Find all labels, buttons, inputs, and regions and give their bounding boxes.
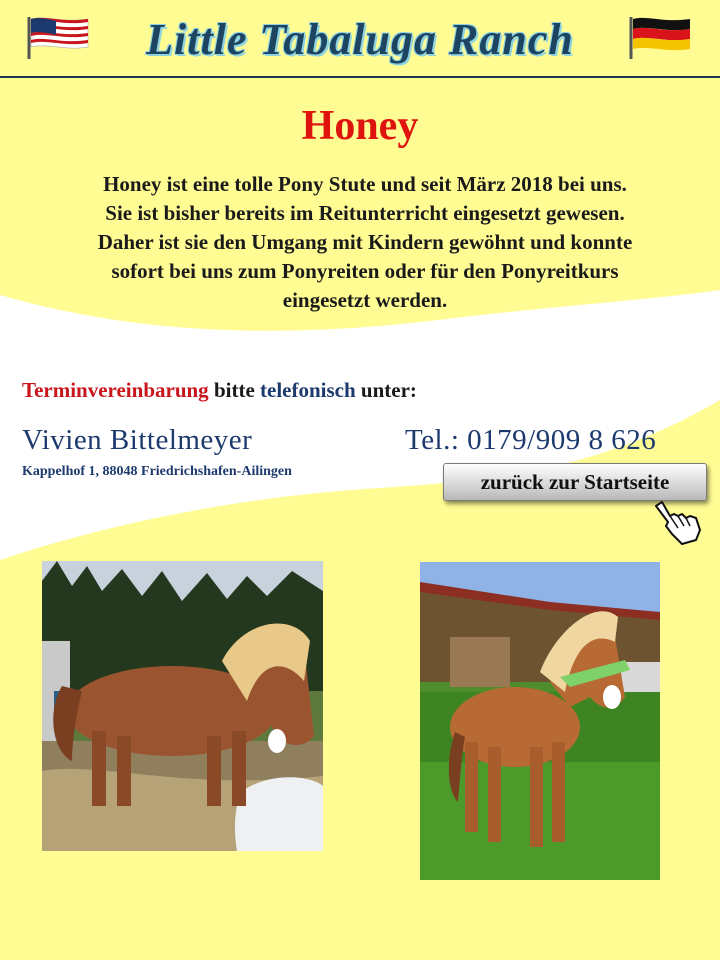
pony-photo-meadow <box>420 562 660 880</box>
contact-address: Kappelhof 1, 88048 Friedrichshafen-Ailingen <box>22 464 292 479</box>
site-header <box>0 0 720 80</box>
back-to-home-button[interactable]: zurück zur Startseite <box>443 463 707 501</box>
description-line: Sie ist bisher bereits im Reitunterricht eingesetzt gewesen. <box>105 201 625 225</box>
page-title: Honey <box>301 103 419 149</box>
description-line: Daher ist sie den Umgang mit Kindern gewöhnt und konnte <box>97 230 633 254</box>
germany-flag-icon[interactable] <box>628 15 692 59</box>
appointment-note <box>22 378 417 403</box>
us-flag-icon[interactable] <box>26 15 90 59</box>
appointment-text: bitte <box>208 378 261 402</box>
description-line: sofort bei uns zum Ponyreiten oder für den Ponyreitkurs <box>111 259 619 283</box>
header-divider <box>0 76 720 78</box>
contact-phone[interactable]: Tel.: 0179/909 8 626 <box>405 424 657 456</box>
appointment-method: telefonisch <box>260 378 356 402</box>
pony-description <box>40 170 690 315</box>
pony-photo-winter <box>42 561 323 851</box>
contact-name: Vivien Bittelmeyer <box>22 424 253 456</box>
appointment-keyword: Terminvereinbarung <box>22 378 209 402</box>
description-line: eingesetzt werden. <box>282 288 448 312</box>
appointment-text-end: unter: <box>355 378 417 402</box>
site-title[interactable]: Little Tabaluga Ranch <box>146 15 574 64</box>
description-line: Honey ist eine tolle Pony Stute und seit März 2018 bei uns. <box>103 172 627 196</box>
pointing-hand-icon[interactable] <box>652 500 704 548</box>
